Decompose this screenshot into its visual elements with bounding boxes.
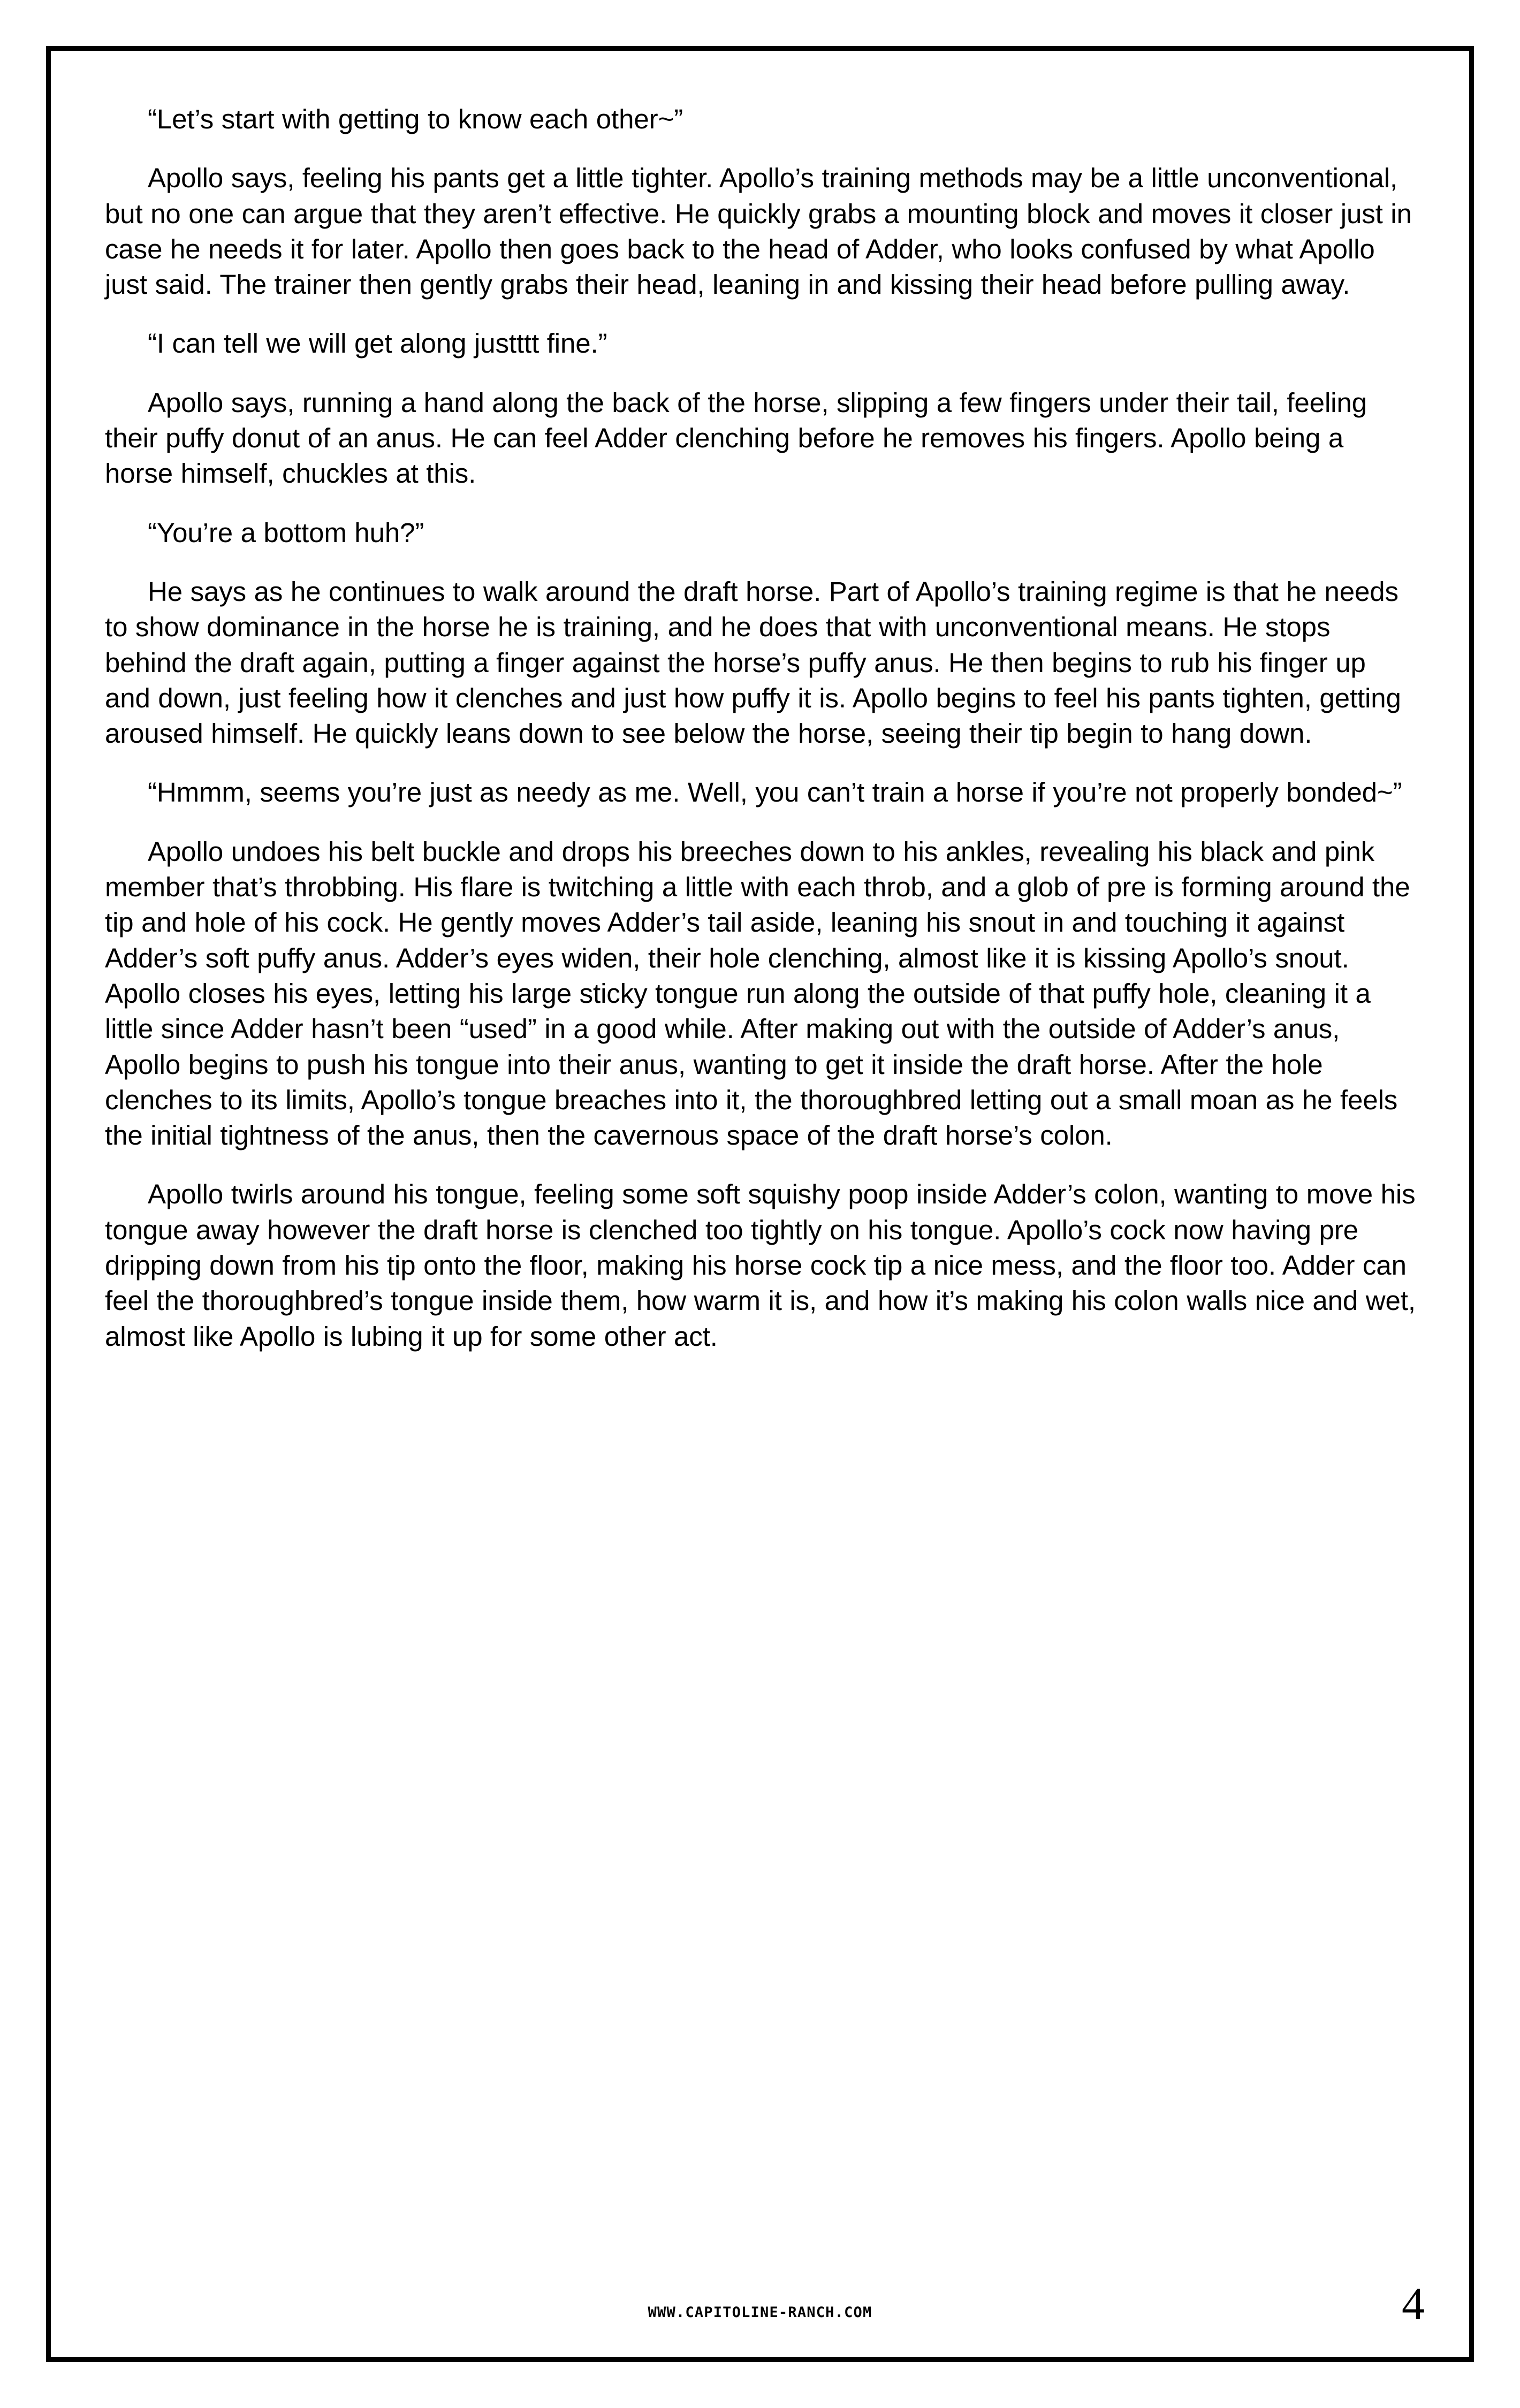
paragraph: He says as he continues to walk around the draft horse. Part of Apollo’s training regime is that he needs to show dominance in the horse he is training, and he does that with unconventional means. He stops behind the draft again, putting a finger against the horse’s puffy anus. He then begins to rub his finger up and down, just feeling how it clenches and just how puffy it is. Apollo begins to feel his pants tighten, getting aroused himself. He quickly leans down to see below the horse, seeing their tip begin to hang down. bbox=[105, 576, 1401, 749]
paragraph: Apollo undoes his belt buckle and drops his breeches down to his ankles, revealing his black and pink member that’s throbbing. His flare is twitching a little with each throb, and a glob of pre is forming around the tip and hole of his cock. He gently moves Adder’s tail aside, leaning his snout in and touching it against Adder’s soft puffy anus. Adder’s eyes widen, their hole clenching, almost like it is kissing Apollo’s snout. Apollo closes his eyes, letting his large sticky tongue run along the outside of that puffy hole, cleaning it a little since Adder hasn’t been “used” in a good while. After making out with the outside of Adder’s anus, Apollo begins to push his tongue into their anus, wanting to get it inside the draft horse. After the hole clenches to its limits, Apollo’s tongue breaches into it, the thoroughbred letting out a small moan as he feels the initial tightness of the anus, then the cavernous space of the draft horse’s colon. bbox=[105, 836, 1410, 1151]
page-footer bbox=[0, 2278, 1520, 2343]
paragraph: “I can tell we will get along justttt fine.” bbox=[148, 328, 607, 359]
paragraph: “Hmmm, seems you’re just as needy as me. Well, you can’t train a horse if you’re not properly bonded~” bbox=[148, 777, 1402, 808]
paragraph: Apollo twirls around his tongue, feeling some soft squishy poop inside Adder’s colon, wanting to move his tongue away however the draft horse is clenched too tightly on his tongue. Apollo’s cock now having pre dripping down from his tip onto the floor, making his horse cock tip a nice mess, and the floor too. Adder can feel the thoroughbred’s tongue inside them, how warm it is, and how it’s making his colon walls nice and wet, almost like Apollo is lubing it up for some other act. bbox=[105, 1179, 1416, 1352]
page-number: 4 bbox=[1402, 2278, 1425, 2329]
paragraph: Apollo says, running a hand along the back of the horse, slipping a few fingers under their tail, feeling their puffy donut of an anus. He can feel Adder clenching before he removes his fingers. Apollo being a horse himself, chuckles at this. bbox=[105, 387, 1367, 489]
page-body-text bbox=[105, 102, 1416, 1354]
footer-website-url: WWW.CAPITOLINE-RANCH.COM bbox=[648, 2304, 872, 2321]
paragraph: Apollo says, feeling his pants get a little tighter. Apollo’s training methods may be a little unconventional, but no one can argue that they aren’t effective. He quickly grabs a mounting block and moves it closer just in case he needs it for later. Apollo then goes back to the head of Adder, who looks confused by what Apollo just said. The trainer then gently grabs their head, leaning in and kissing their head before pulling away. bbox=[105, 163, 1412, 300]
paragraph: “You’re a bottom huh?” bbox=[148, 517, 424, 548]
paragraph: “Let’s start with getting to know each other~” bbox=[148, 104, 683, 134]
